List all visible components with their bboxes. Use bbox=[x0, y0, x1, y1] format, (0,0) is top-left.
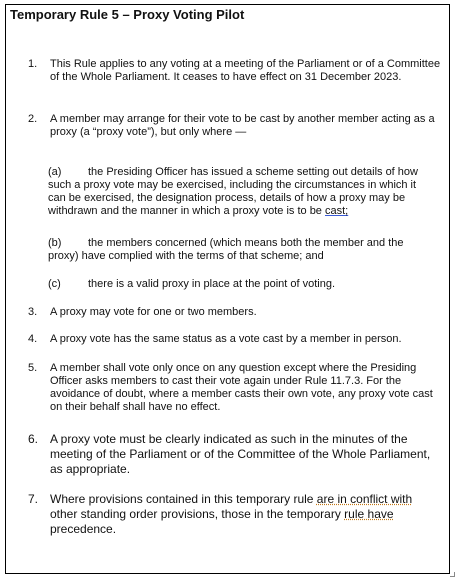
rule-title: Temporary Rule 5 – Proxy Voting Pilot bbox=[10, 7, 245, 22]
item-text-part: Where provisions contained in this temporary rule bbox=[50, 492, 317, 506]
item-number: 2. bbox=[28, 113, 38, 125]
grammar-marked-text: are in conflict with bbox=[316, 492, 413, 506]
grammar-marked-text: rule have bbox=[344, 507, 394, 521]
item-text: A proxy vote has the same status as a vote cast by a member in person. bbox=[50, 333, 402, 345]
subitem-text: the members concerned (which means both the member and the proxy) have complied with the terms of that scheme; and bbox=[48, 237, 404, 262]
item-text: A proxy may vote for one or two members. bbox=[50, 306, 257, 318]
item-number: 6. bbox=[28, 432, 39, 446]
subitem-b bbox=[48, 237, 432, 263]
subitem-label: (c) bbox=[48, 278, 61, 290]
item-text: A member may arrange for their vote to be cast by another member acting as a proxy (a “proxy vote”), but only where — bbox=[50, 113, 435, 138]
item-number: 3. bbox=[28, 306, 38, 318]
item-number: 1. bbox=[28, 58, 38, 70]
item-number: 7. bbox=[28, 492, 39, 506]
item-text: This Rule applies to any voting at a meeting of the Parliament or of a Committee of the Whole Parliament. It ceases to have effect on 31 December 2023. bbox=[50, 58, 441, 83]
item-text: A member shall vote only once on any question except where the Presiding Officer asks members to cast their vote again under Rule 11.7.3. For the avoidance of doubt, where a member casts their own vote, any proxy vote cast on their behalf shall have no effect. bbox=[50, 362, 433, 413]
subitem-a bbox=[48, 166, 432, 218]
item-number: 4. bbox=[28, 333, 38, 345]
subitem-label: (b) bbox=[48, 237, 62, 249]
subitem-text: the Presiding Officer has issued a scheme setting out details of how such a proxy vote may be exercised, including the circumstances in which it can be exercised, the designation process, details of how a proxy may be withdrawn and the manner in which a proxy vote is to be bbox=[48, 166, 418, 217]
item-text-part: precedence. bbox=[50, 522, 117, 536]
resize-corner-mark bbox=[450, 572, 455, 577]
subitem-label: (a) bbox=[48, 166, 62, 178]
item-text bbox=[50, 492, 442, 537]
item-number: 5. bbox=[28, 362, 38, 374]
subitem-text: there is a valid proxy in place at the point of voting. bbox=[88, 278, 336, 290]
spellcheck-marked-text: cast; bbox=[324, 205, 349, 217]
item-text-part: other standing order provisions, those in the temporary bbox=[50, 507, 345, 521]
item-text: A proxy vote must be clearly indicated as such in the minutes of the meeting of the Parliament or of the Committee of the Whole Parliament, as appropriate. bbox=[50, 432, 431, 476]
subitem-c bbox=[48, 278, 432, 291]
